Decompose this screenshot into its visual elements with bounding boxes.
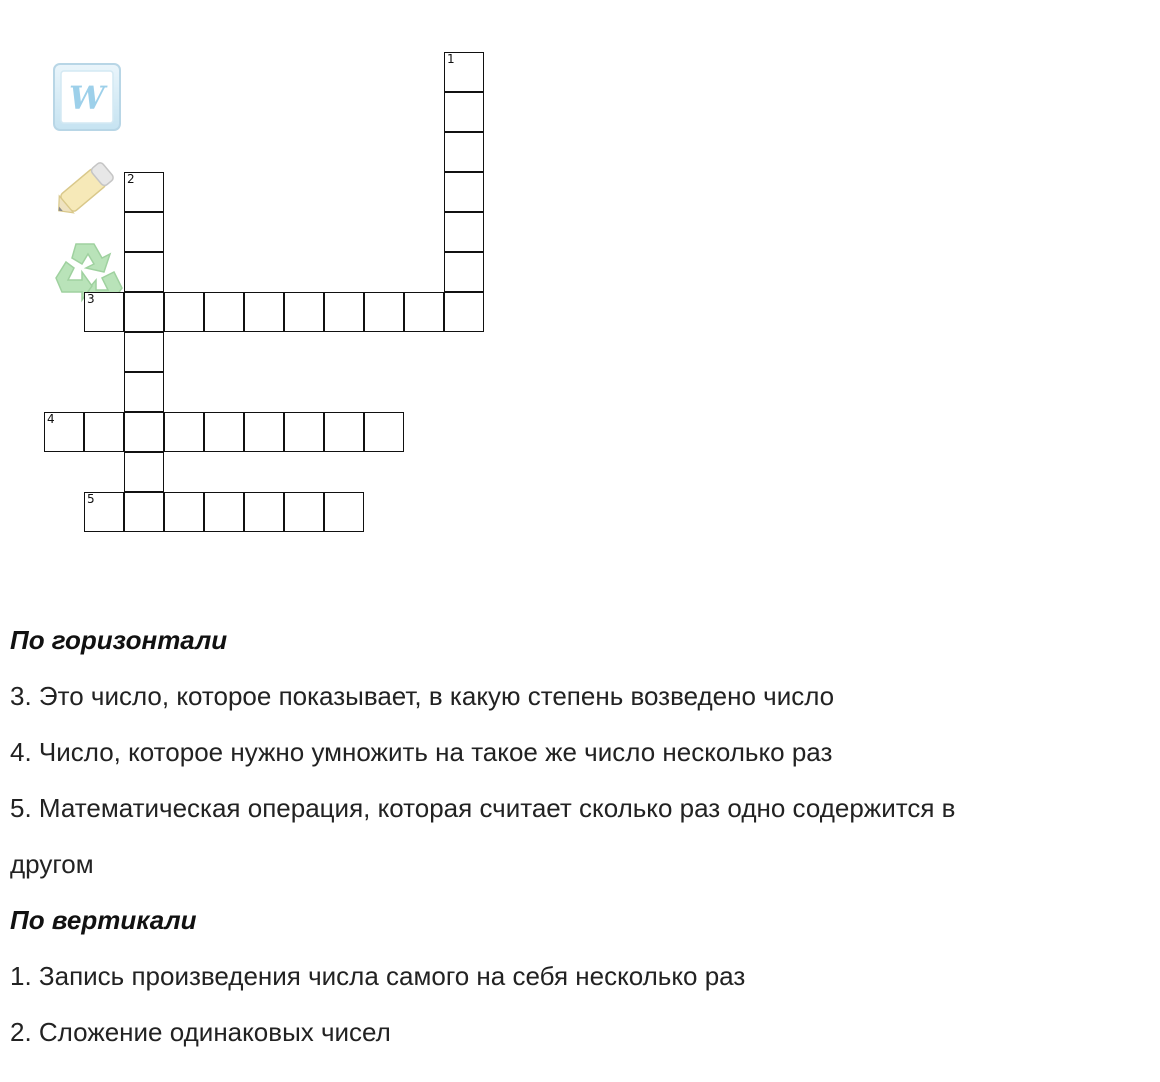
crossword-cell[interactable] — [244, 292, 284, 332]
crossword-cell[interactable] — [124, 292, 164, 332]
crossword-cell[interactable] — [124, 212, 164, 252]
clue-number-2: 2 — [127, 172, 135, 186]
crossword-cell[interactable] — [124, 492, 164, 532]
crossword-cell[interactable] — [124, 412, 164, 452]
crossword-cell[interactable] — [164, 412, 204, 452]
crossword-cell[interactable] — [244, 492, 284, 532]
crossword-cell[interactable] — [444, 252, 484, 292]
crossword-cell[interactable] — [124, 252, 164, 292]
crossword-cell[interactable] — [204, 492, 244, 532]
across-clue-5: 5. Математическая операция, которая считает сколько раз одно содержится в — [10, 793, 956, 823]
across-clue-4: 4. Число, которое нужно умножить на такое же число несколько раз — [10, 737, 833, 767]
across-clue-3: 3. Это число, которое показывает, в какую степень возведено число — [10, 681, 835, 711]
crossword-cell[interactable] — [444, 212, 484, 252]
crossword-cell[interactable] — [444, 292, 484, 332]
crossword-cell[interactable] — [204, 292, 244, 332]
crossword-cell[interactable] — [244, 412, 284, 452]
crossword-cell[interactable] — [164, 492, 204, 532]
clue-number-3: 3 — [87, 292, 95, 306]
word-document-icon — [52, 62, 122, 132]
crossword-cell[interactable] — [444, 52, 484, 92]
crossword-cell[interactable] — [164, 292, 204, 332]
down-clue-1: 1. Запись произведения числа самого на себя несколько раз — [10, 961, 746, 991]
crossword-cell[interactable] — [284, 292, 324, 332]
down-heading: По вертикали — [10, 905, 197, 935]
crossword-cell[interactable] — [204, 412, 244, 452]
pencil-icon — [50, 150, 125, 225]
crossword-cell[interactable] — [444, 132, 484, 172]
clues-section — [10, 612, 1150, 1060]
crossword-cell[interactable] — [84, 412, 124, 452]
clue-number-5: 5 — [87, 492, 95, 506]
crossword-cell[interactable] — [124, 372, 164, 412]
crossword-cell[interactable] — [444, 172, 484, 212]
crossword-cell[interactable] — [84, 492, 124, 532]
crossword-cell[interactable] — [324, 412, 364, 452]
crossword-cell[interactable] — [324, 492, 364, 532]
clue-number-4: 4 — [47, 412, 55, 426]
crossword-cell[interactable] — [284, 412, 324, 452]
crossword-cell[interactable] — [44, 412, 84, 452]
crossword-cell[interactable] — [324, 292, 364, 332]
down-clue-2: 2. Сложение одинаковых чисел — [10, 1017, 391, 1047]
word-icon-glyph: W — [69, 79, 105, 117]
crossword-cell[interactable] — [124, 452, 164, 492]
crossword-cell[interactable] — [364, 292, 404, 332]
crossword-grid — [0, 0, 520, 560]
crossword-cell[interactable] — [124, 172, 164, 212]
crossword-cell[interactable] — [84, 292, 124, 332]
crossword-cell[interactable] — [444, 92, 484, 132]
across-clue-5-continued: другом — [10, 849, 94, 879]
crossword-cell[interactable] — [404, 292, 444, 332]
across-heading: По горизонтали — [10, 625, 228, 655]
crossword-cell[interactable] — [364, 412, 404, 452]
crossword-cell[interactable] — [124, 332, 164, 372]
clue-number-1: 1 — [447, 52, 455, 66]
crossword-cell[interactable] — [284, 492, 324, 532]
